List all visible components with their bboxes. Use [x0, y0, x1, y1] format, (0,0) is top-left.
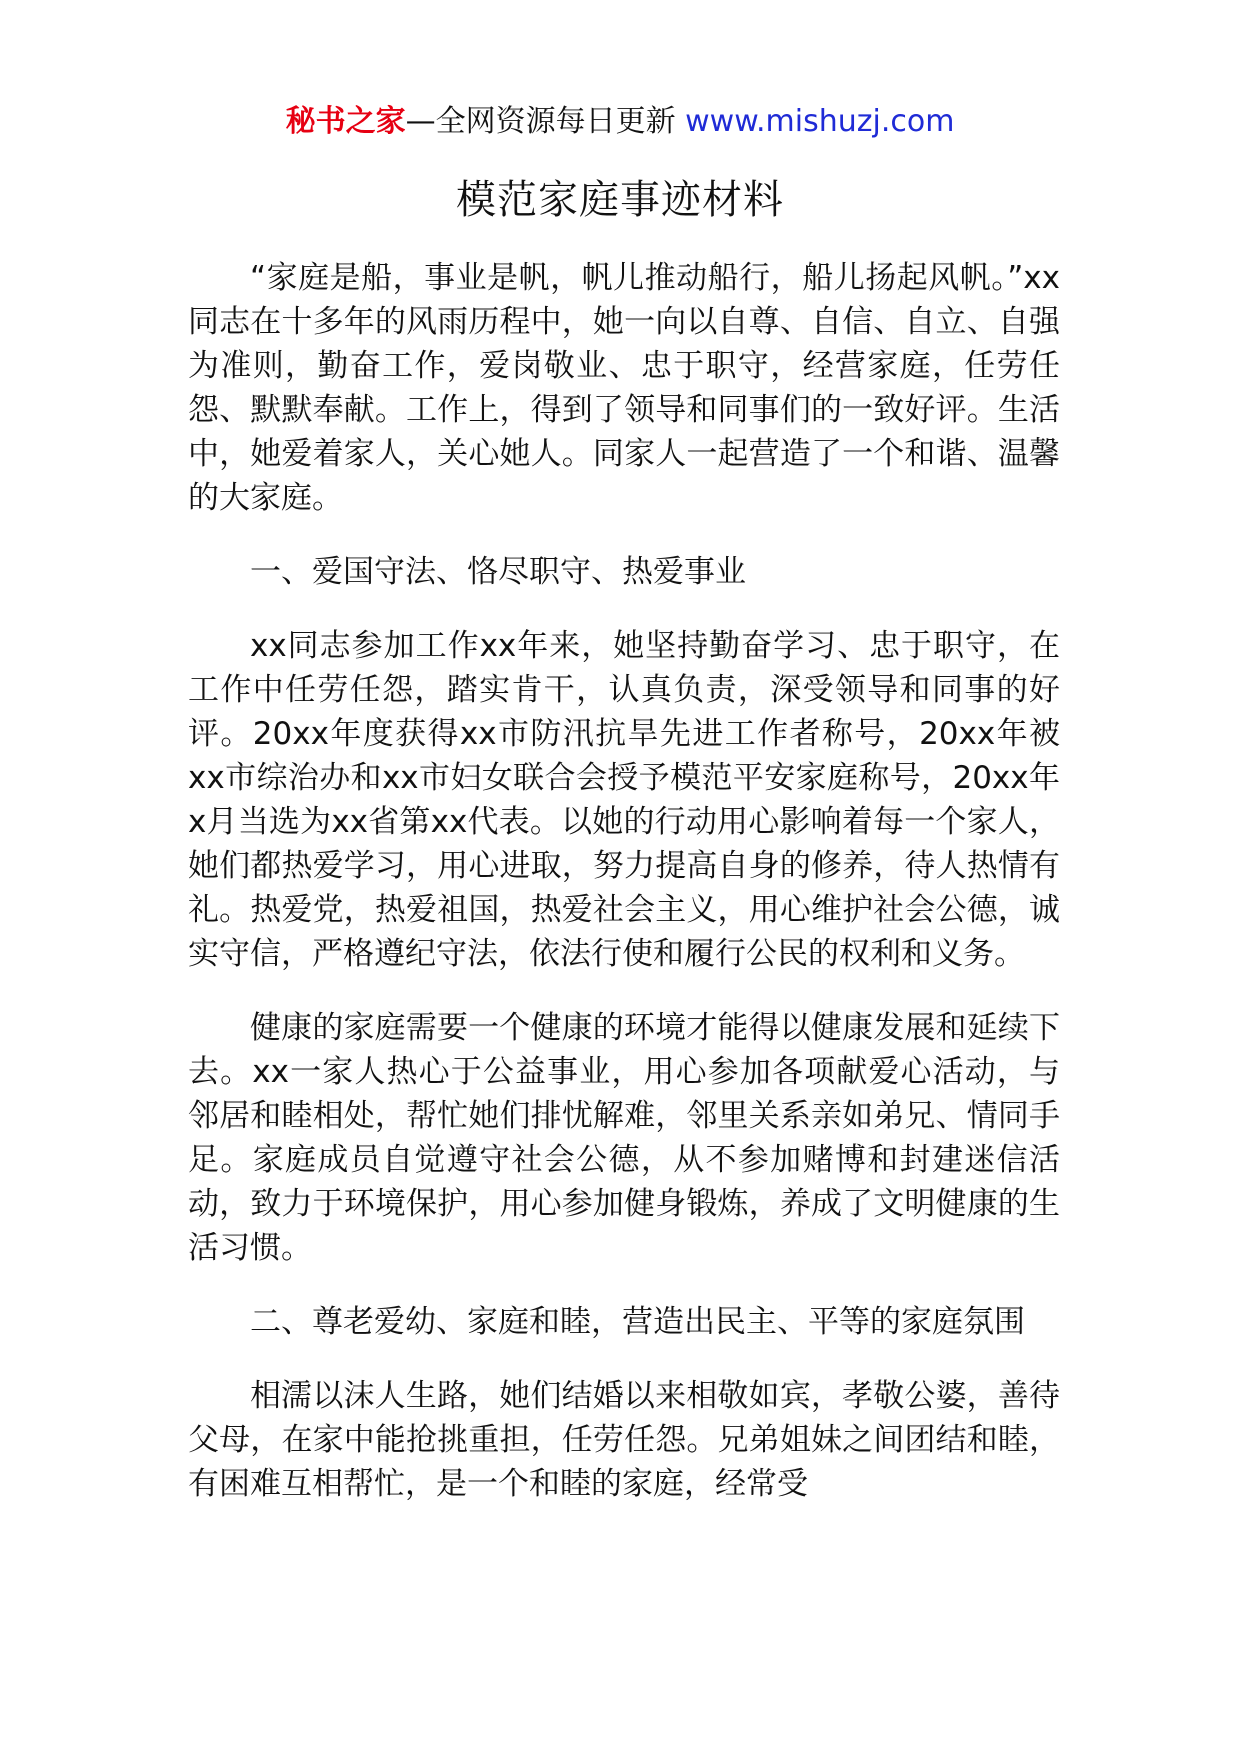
site-url-link[interactable]: www.mishuzj.com [685, 104, 955, 139]
paragraph-section-1-a: xx同志参加工作xx年来，她坚持勤奋学习、忠于职守，在工作中任劳任怨，踏实肯干，认真负责，深受领导和同事的好评。20xx年度获得xx市防汛抗旱先进工作者称号，20xx年被xx市综治办和xx市妇女联合会授予模范平安家庭称号，20xx年x月当选为xx省第xx代表。以她的行动用心影响着每一个家人，她们都热爱学习，用心进取，努力提高自身的修养，待人热情有礼。热爱党，热爱祖国，热爱社会主义，用心维护社会公德，诚实守信，严格遵纪守法，依法行使和履行公民的权利和义务。 [188, 628, 1060, 972]
paragraph-intro: “家庭是船，事业是帆，帆儿推动船行，船儿扬起风帆。”xx同志在十多年的风雨历程中，她一向以自尊、自信、自立、自强为准则，勤奋工作，爱岗敬业、忠于职守，经营家庭，任劳任怨、默默奉献。工作上，得到了领导和同事们的一致好评。生活中，她爱着家人，关心她人。同家人一起营造了一个和谐、温馨的大家庭。 [188, 260, 1060, 516]
paragraph-section-2-a: 相濡以沫人生路，她们结婚以来相敬如宾，孝敬公婆，善待父母，在家中能抢挑重担，任劳任怨。兄弟姐妹之间团结和睦，有困难互相帮忙，是一个和睦的家庭，经常受 [188, 1378, 1060, 1502]
brand-name: 秘书之家 [285, 104, 406, 139]
header-tagline: —全网资源每日更新 [405, 104, 686, 139]
document-body [188, 256, 1060, 1536]
paragraph-section-1-b: 健康的家庭需要一个健康的环境才能得以健康发展和延续下去。xx一家人热心于公益事业，用心参加各项献爱心活动，与邻居和睦相处，帮忙她们排忧解难，邻里关系亲如弟兄、情同手足。家庭成员自觉遵守社会公德，从不参加赌博和封建迷信活动，致力于环境保护，用心参加健身锻炼，养成了文明健康的生活习惯。 [188, 1010, 1060, 1266]
document-title: 模范家庭事迹材料 [456, 177, 784, 223]
section-heading-1: 一、爱国守法、恪尽职守、热爱事业 [250, 554, 746, 590]
site-header [0, 102, 1240, 142]
section-heading-2: 二、尊老爱幼、家庭和睦，营造出民主、平等的家庭氛围 [250, 1304, 1025, 1340]
